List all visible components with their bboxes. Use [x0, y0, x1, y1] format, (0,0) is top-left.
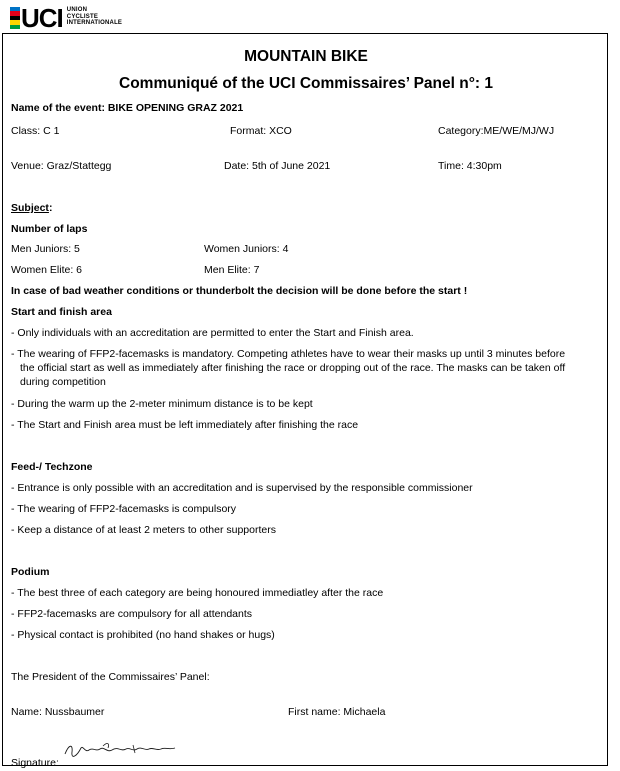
podium-item: - The best three of each category are being honoured immediatley after the race [11, 587, 384, 599]
uci-logo-text: UCI [21, 3, 63, 33]
president-first-name: First name: Michaela [288, 706, 386, 718]
signature-label: Signature: [11, 757, 59, 769]
uci-logo-mark [10, 3, 63, 33]
start-finish-item-cont: the official start as well as immediately after finishing the race or dropping out of the race. The masks can be taken off [20, 362, 566, 374]
start-finish-item-cont: during competition [20, 376, 106, 388]
start-finish-item: - The Start and Finish area must be left immediately after finishing the race [11, 419, 359, 431]
laps-women-juniors: Women Juniors: 4 [204, 243, 289, 255]
event-name: Name of the event: BIKE OPENING GRAZ 2021 [11, 102, 244, 114]
logo-sub-line: CYCLISTE [66, 13, 99, 20]
podium-item: - FFP2-facemasks are compulsory for all attendants [11, 608, 253, 620]
laps-men-elite: Men Elite: 7 [204, 264, 260, 276]
logo-sub-line: INTERNATIONALE [66, 20, 123, 27]
podium-heading: Podium [11, 566, 50, 578]
feed-item: - Keep a distance of at least 2 meters to other supporters [11, 524, 276, 536]
event-date: Date: 5th of June 2021 [224, 160, 331, 172]
subject-heading [11, 202, 52, 215]
laps-women-elite: Women Elite: 6 [11, 264, 83, 276]
feed-item: - The wearing of FFP2-facemasks is compulsory [11, 503, 237, 515]
start-finish-item: - During the warm up the 2-meter minimum distance is to be kept [11, 398, 313, 410]
start-finish-heading: Start and finish area [11, 306, 112, 318]
feed-heading: Feed-/ Techzone [11, 461, 93, 473]
start-finish-item: - Only individuals with an accreditation are permitted to enter the Start and Finish area. [11, 327, 414, 339]
uci-logo [10, 3, 123, 33]
document-subtitle: Communiqué of the UCI Commissaires’ Panel n°: 1 [119, 75, 493, 92]
event-time: Time: 4:30pm [438, 160, 502, 172]
subject-label: Subject [11, 202, 49, 214]
feed-item: - Entrance is only possible with an accreditation and is supervised by the responsible commissioner [11, 482, 473, 494]
president-name: Name: Nussbaumer [11, 706, 105, 718]
signature-icon [63, 740, 183, 760]
logo-sub-line: UNION [66, 7, 88, 14]
event-format: Format: XCO [230, 125, 292, 137]
rainbow-stripes-icon [10, 7, 20, 29]
weather-note: In case of bad weather conditions or thunderbolt the decision will be done before the start ! [11, 285, 468, 297]
start-finish-item: - The wearing of FFP2-facemasks is mandatory. Competing athletes have to wear their masks up until 3 minutes before [11, 348, 566, 360]
signature-image [63, 740, 183, 765]
laps-heading: Number of laps [11, 223, 88, 235]
event-class: Class: C 1 [11, 125, 60, 137]
president-label: The President of the Commissaires’ Panel: [11, 671, 210, 683]
laps-men-juniors: Men Juniors: 5 [11, 243, 80, 255]
document-title: MOUNTAIN BIKE [244, 48, 368, 65]
subject-colon: : [48, 202, 53, 214]
podium-item: - Physical contact is prohibited (no hand shakes or hugs) [11, 629, 275, 641]
event-category: Category:ME/WE/MJ/WJ [438, 125, 555, 137]
communique-frame [2, 33, 608, 769]
uci-logo-subtitle [67, 7, 122, 27]
event-venue: Venue: Graz/Stattegg [11, 160, 112, 172]
